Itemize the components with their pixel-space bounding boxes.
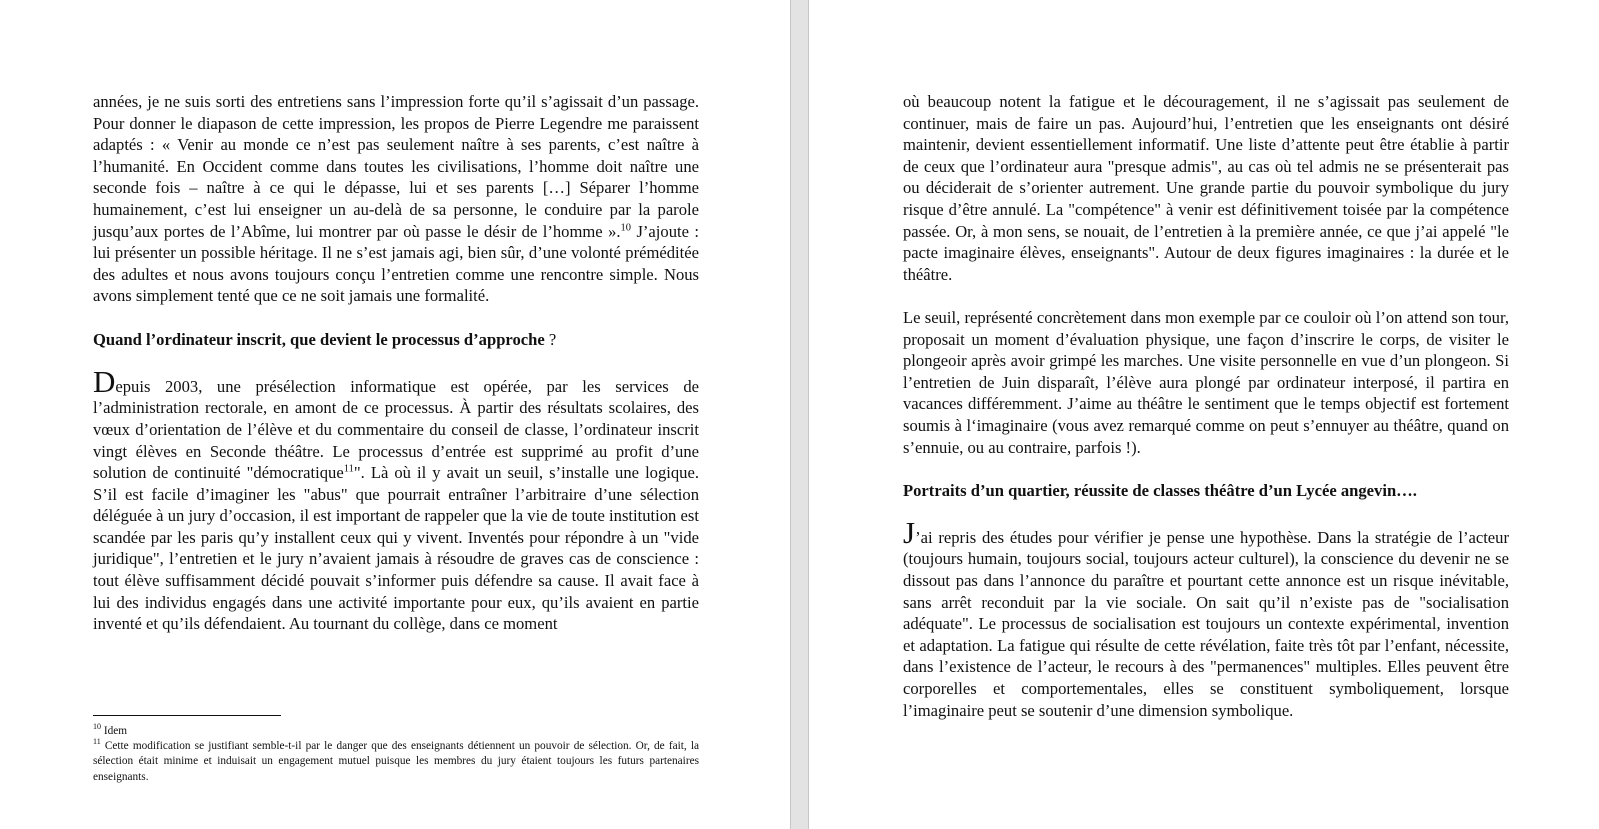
section-heading-ordinateur: Quand l’ordinateur inscrit, que devient le processus d’approche ? (93, 329, 557, 349)
page-left-body (93, 91, 699, 635)
footnote-separator (93, 715, 281, 716)
page-right-body (903, 91, 1509, 721)
paragraph-seuil: Le seuil, représenté concrètement dans mon exemple par ce couloir où l’on attend son tour, proposait un moment d’évaluation physique, une façon d’inscrire le corps, de visiter le plongeoir après avoir grimpé les marches. Une visite personnelle en vue d’un plongeon. Si l’entretien de Juin disparaît, l’élève aura plongé par ordinateur interposé, il partira en vacances différemment. J’aime au théâtre le sentiment que le temps objectif est fortement soumis à l‘imaginaire (vous avez remarqué comme on peut s’ennuyer au théâtre, quand on s’ennuie, ou au contraire, parfois !). (903, 307, 1509, 457)
paragraph-legendre-quote: années, je ne suis sorti des entretiens sans l’impression forte qu’il s’agissait d’un passage. Pour donner le diapason de cette impression, les propos de Pierre Legendre me paraissent adaptés : « Venir au monde ce n’est pas seulement naître à ses parents, c’est naître à l’humanité. En Occident comme dans toutes les civilisations, l’homme doit naître une seconde fois – naître à ce qui le dépasse, lui et ses parents […] Séparer l’homme humainement, c’est lui enseigner un au-delà de sa personne, le conduire par la parole jusqu’aux portes de l’Abîme, lui montrer par où passe le désir de l’homme ».$^{10}$ J’ajoute : lui présenter un possible héritage. Il ne s’est jamais agi, bien sûr, d’une volonté préméditée des adultes et nous avons toujours conçu l’entretien comme une rencontre simple. Nous avons simplement tenté que ce ne soit jamais une formalité. (93, 92, 699, 306)
footnote-ref-11[interactable]: 11 (343, 463, 354, 475)
footnote-11: $^{11}$ Cette modification se justifiant semble-t-il par le danger que des enseignants détiennent un pouvoir de sélection. Or, de fait, la sélection était minime et induisait un engagement mutuel puisque les membres du jury étaient toujours les futurs partenaires enseignants. (93, 737, 699, 783)
section-heading-portraits: Portraits d’un quartier, réussite de classes théâtre d’un Lycée angevin…. (903, 480, 1417, 500)
paragraph-hypothese: J’ai repris des études pour vérifier je pense une hypothèse. Dans la stratégie de l’acteur (toujours humain, toujours social, toujours acteur culturel), la conscience du devenir ne se dissout pas dans l’annonce du paraître et pourtant cette annonce est un risque inévitable, sans arrêt reconduit par la vie sociale. On sait qu’il n’existe pas de "socialisation adéquate". Le processus de socialisation est toujours un contexte expérimental, invention et adaptation. La fatigue qui résulte de cette révélation, faite très tôt par l’enfant, nécessite, dans l’existence de l’acteur, le recours à des "permanences" multiples. Elles peuvent être corporelles et comportementales, elles se constituent symboliquement, lorsque l’imaginaire peut se soutenir d’une dimension symbolique. (903, 514, 1509, 720)
footnotes (93, 715, 699, 785)
footnote-10: $^{10}$ Idem (93, 722, 128, 737)
drop-cap-j: J (903, 514, 916, 550)
paragraph-fatigue: où beaucoup notent la fatigue et le découragement, il ne s’agissait pas seulement de continuer, mais de faire un pas. Aujourd’hui, l’entretien que les enseignants ont désiré maintenir, devient essentiellement informatif. Une liste d’attente peut être établie à partir de ceux que l’ordinateur aura "presque admis", au cas où tel admis ne se présenterait pas ou déciderait de s’orienter autrement. Une grande partie du pouvoir symbolique du jury risque d’être annulé. La "compétence" à venir est définitivement toisée par la compétence passée. Or, à mon sens, se nouait, de l’entretien à la première année, ce que j’ai appelé "le pacte imaginaire élèves, enseignants". Autour de deux figures imaginaires : la durée et le théâtre. (903, 92, 1509, 284)
footnote-ref-10[interactable]: 10 (620, 222, 632, 234)
page-separator (790, 0, 809, 829)
drop-cap-d: D (93, 363, 116, 399)
document-page-right (809, 0, 1599, 829)
paragraph-preselection: Depuis 2003, une présélection informatique est opérée, par les services de l’administration rectorale, en amont de ce processus. À partir des résultats scolaires, des vœux d’orientation de l’élève et du commentaire du conseil de classe, l’ordinateur inscrit vingt élèves en Seconde théâtre. Le processus d’entrée est supprimé au profit d’une solution de continuité "démocratique$^{11}$". Là où il y avait un seuil, s’installe une logique. S’il est facile d’imaginer les "abus" que pourrait entraîner l’arbitraire d’une sélection déléguée à un jury d’occasion, il est important de rappeler que la vie de toute institution est scandée par les paris qu’y installent ceux qui y vivent. Inventés pour répondre à un "vide juridique", l’entretien et le jury n’avaient jamais à résoudre de graves cas de conscience : tout élève suffisamment décidé pouvait s’informer puis défendre sa cause. Il avait face à lui des individus engagés dans une activité importante pour eux, qu’ils avaient en partie inventé et qu’ils défendaient. Au tournant du collège, dans ce moment (93, 363, 699, 634)
document-page-left (0, 0, 790, 829)
